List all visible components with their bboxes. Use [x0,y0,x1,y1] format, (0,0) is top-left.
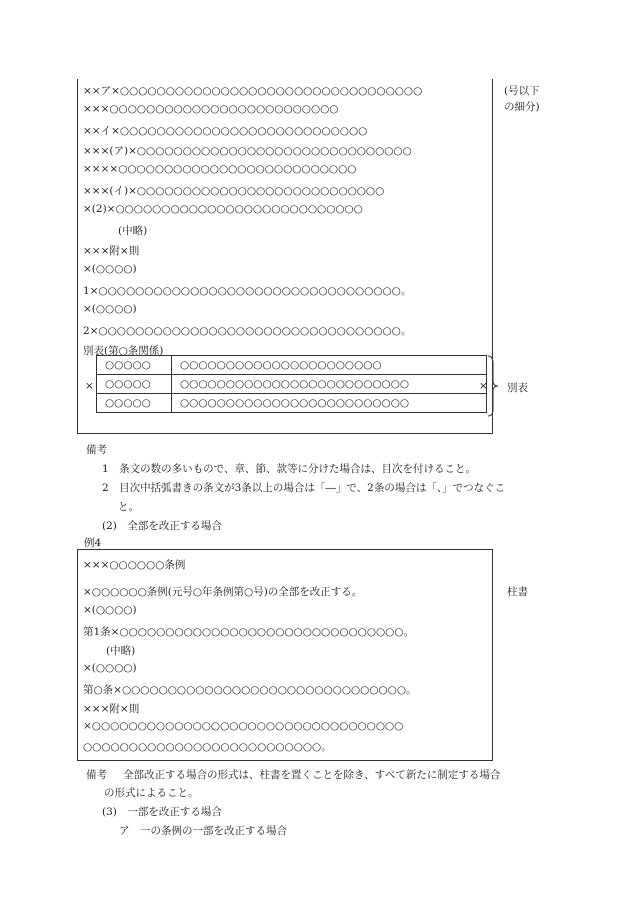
table-cell: ○○○○○ [97,356,172,375]
table-row [97,375,487,394]
box1-line-6: ×××(イ)×○○○○○○○○○○○○○○○○○○○○○○○○○○○ [83,185,385,197]
notes-heading-2: 備考 [86,769,107,781]
side-note-preamble: 柱書 [507,586,528,598]
note-text-2: 全部改正する場合の形式は、柱書を置くことを除き、すべて新たに制定する場合 [123,769,501,781]
box1-line-11: 1×○○○○○○○○○○○○○○○○○○○○○○○○○○○○○○○○○。 [83,285,412,297]
note-item-2: 2 目次中括弧書きの条文が3条以上の場合は「―」で、2条の場合は「、」でつなぐこ [102,482,506,494]
box1-line-7: ×(2)×○○○○○○○○○○○○○○○○○○○○○○○○○○○ [83,203,363,215]
box1-line-10: ×(○○○○) [83,263,137,275]
box2-line-2: ×○○○○○○条例(元号○年条例第○号)の全部を改正する。 [83,586,363,598]
box1-line-omitted: (中略) [118,225,148,237]
table-right-mark: × [479,380,488,392]
table-cell: ○○○○○ [97,394,172,413]
box2-line-4: 第1条×○○○○○○○○○○○○○○○○○○○○○○○○○○○○○○○。 [83,626,414,638]
box2-line-9: ×○○○○○○○○○○○○○○○○○○○○○○○○○○○○○○○○○○ [83,720,404,732]
box1-line-3: ××イ×○○○○○○○○○○○○○○○○○○○○○○○○○○○ [83,125,368,137]
table-left-mark: × [85,380,94,392]
box2-line-omitted: (中略) [106,645,136,657]
brace-icon [486,355,500,417]
note-item-2-cont: と。 [118,501,139,513]
notes-heading: 備考 [86,444,107,456]
table-cell: ○○○○○○○○○○○○○○○○○○○○○○ [172,356,487,375]
table-cell: ○○○○○○○○○○○○○○○○○○○○○○○○○ [172,394,487,413]
table-row [97,394,487,413]
appendix-table [96,355,487,413]
box1-line-supplementary: ×××附×則 [83,245,140,257]
box2-line-title: ×××○○○○○○条例 [83,559,186,571]
box2-line-10: ○○○○○○○○○○○○○○○○○○○○○○○○○○。 [83,741,332,753]
section-3-sub: ア 一の条例の一部を改正する場合 [119,825,287,837]
box2-line-7: 第○条×○○○○○○○○○○○○○○○○○○○○○○○○○○○○○○○。 [83,684,417,696]
box1-line-appendix-title: 別表(第○条関係) [83,345,164,357]
section-2-label: (2) 全部を改正する場合 [102,520,222,532]
box1-line-1: ××ア×○○○○○○○○○○○○○○○○○○○○○○○○○○○○○○○○○ [83,85,423,97]
note-item-1: 1 条文の数の多いもので、章、節、款等に分けた場合は、目次を付けること。 [102,463,476,475]
box1-line-12: ×(○○○○) [83,303,137,315]
brace-label: 別表 [507,382,528,394]
table-cell: ○○○○○ [97,375,172,394]
side-note-subitems: (号以下 の細分) [504,85,540,113]
box2-line-supplementary: ×××附×則 [83,703,140,715]
example-label: 例4 [84,537,102,549]
box1-line-4: ×××(ア)×○○○○○○○○○○○○○○○○○○○○○○○○○○○○○○ [83,145,412,157]
box2-line-3: ×(○○○○) [83,604,137,616]
table-cell: ○○○○○○○○○○○○○○○○○○○○○○○○○ [172,375,487,394]
table-row [97,356,487,375]
section-3-label: (3) 一部を改正する場合 [102,806,222,818]
box2-line-6: ×(○○○○) [83,662,137,674]
box1-line-13: 2×○○○○○○○○○○○○○○○○○○○○○○○○○○○○○○○○○。 [83,325,412,337]
box1-line-2: ×××○○○○○○○○○○○○○○○○○○○○○○○○○ [83,103,339,115]
box1-line-5: ××××○○○○○○○○○○○○○○○○○○○○○○○○○○ [83,163,357,175]
note-text-2-cont: の形式によること。 [104,787,199,799]
